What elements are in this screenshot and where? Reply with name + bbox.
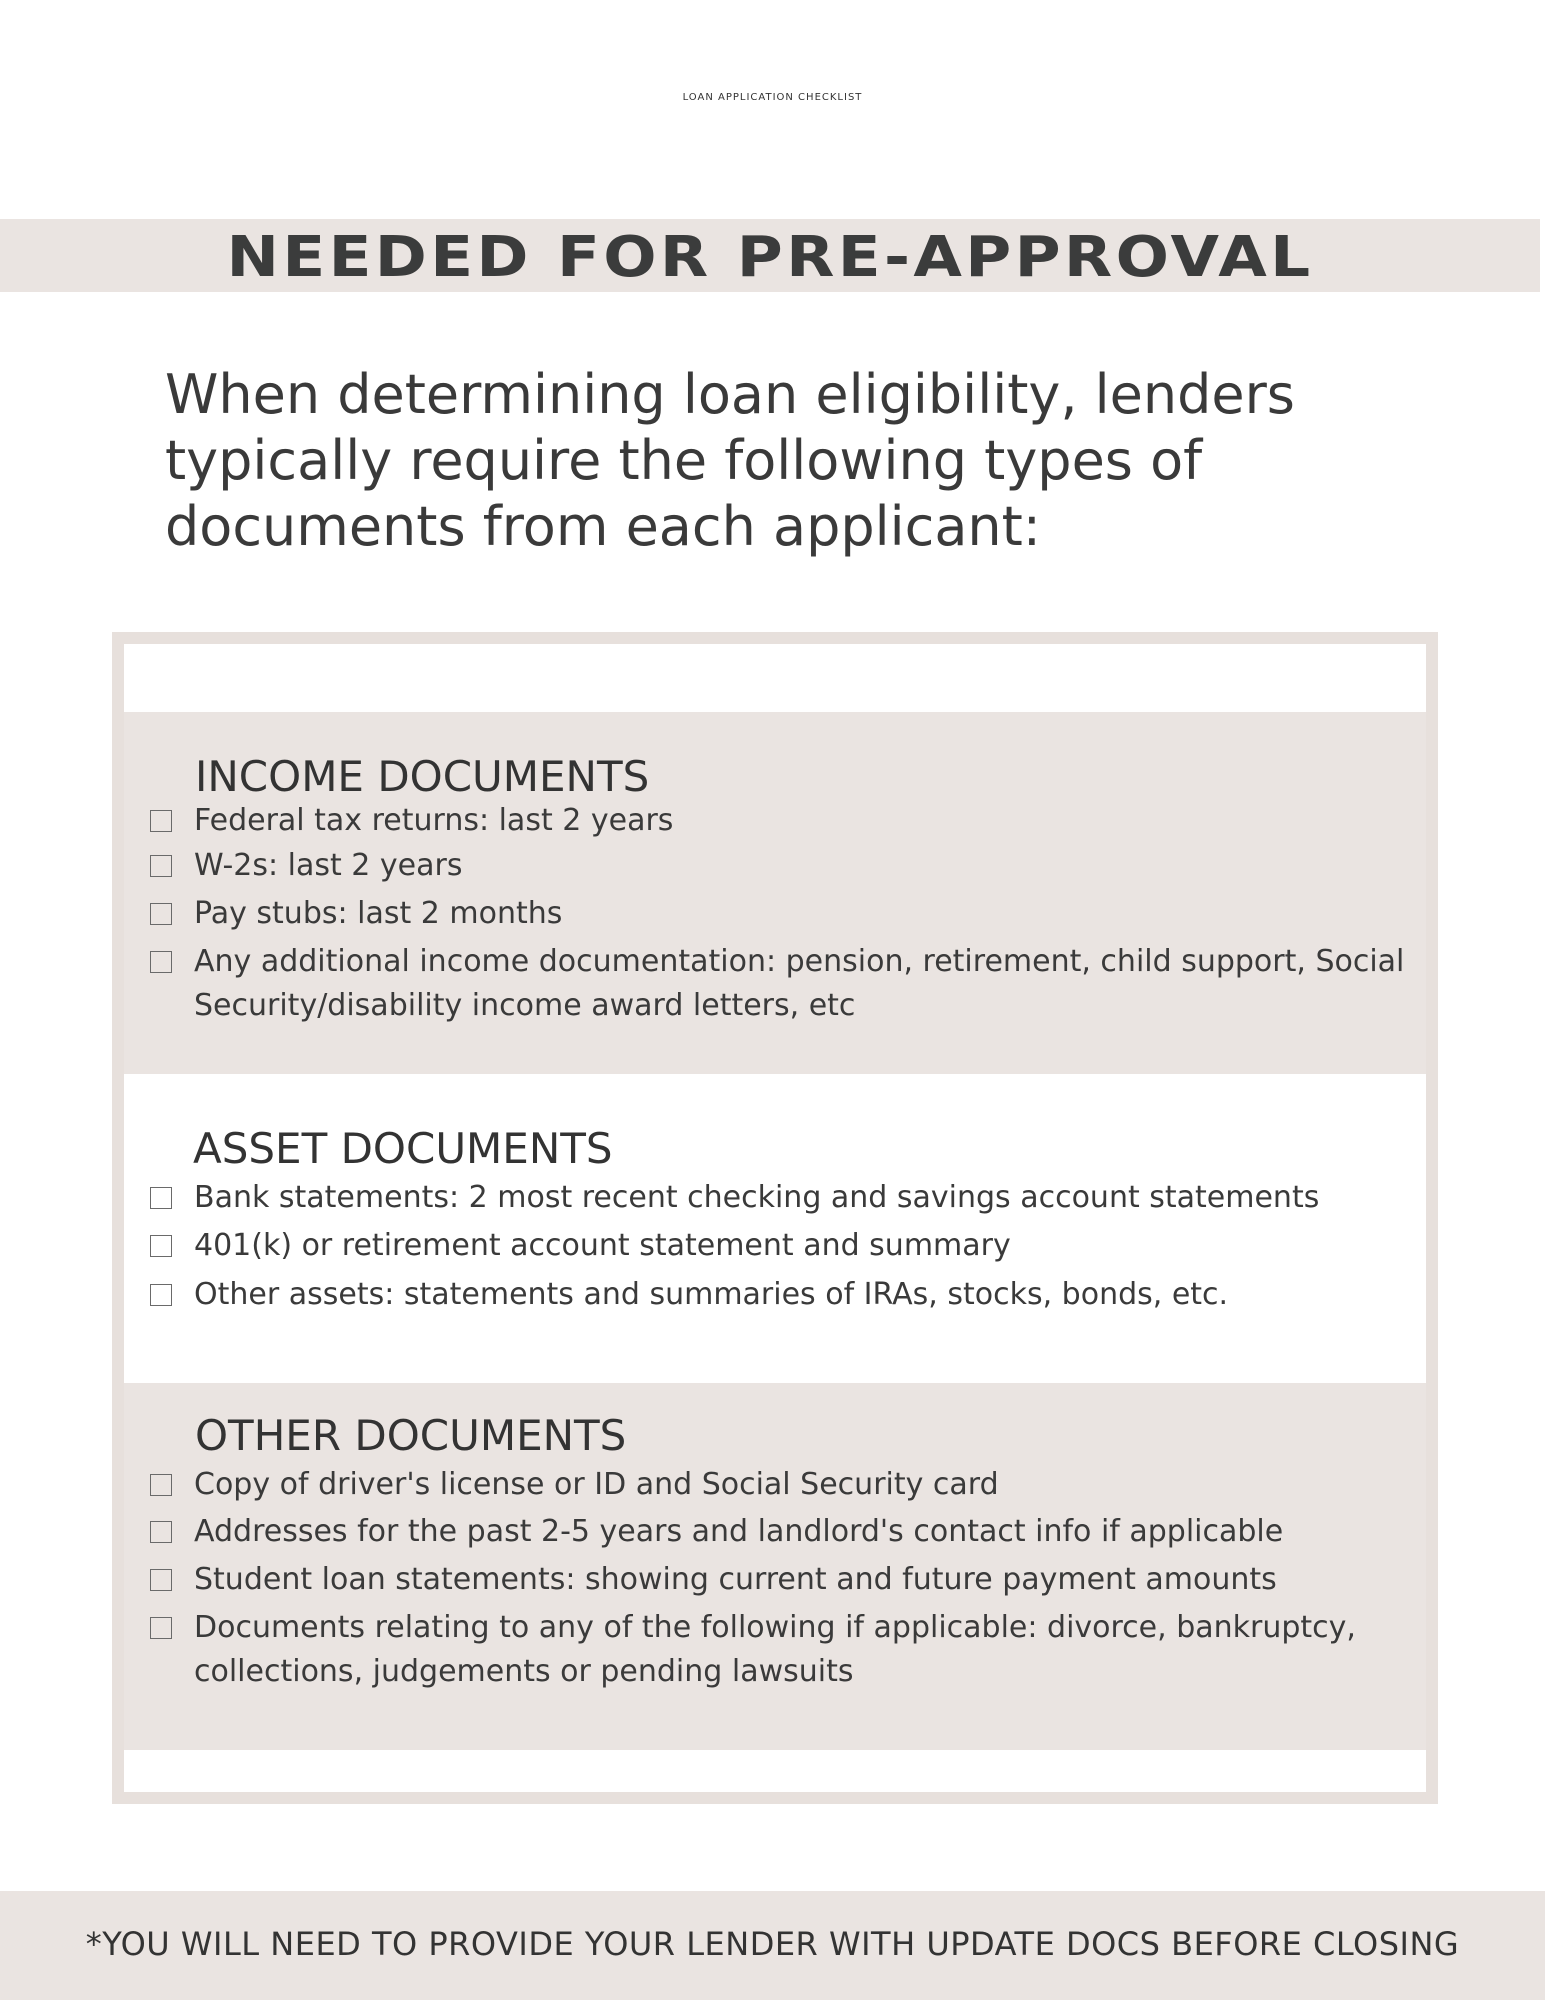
subtitle-band: [0, 219, 1540, 292]
footer-band: [0, 1891, 1545, 2000]
checkbox[interactable]: [150, 1617, 172, 1639]
checkbox[interactable]: [150, 1187, 172, 1209]
checkbox[interactable]: [150, 855, 172, 877]
section-heading-income: INCOME DOCUMENTS: [195, 752, 650, 801]
item-label: Student loan statements: showing current and future payment amounts: [194, 1562, 1277, 1597]
item-label: Bank statements: 2 most recent checking and savings account statements: [194, 1180, 1320, 1215]
item-label: Other assets: statements and summaries of IRAs, stocks, bonds, etc.: [194, 1277, 1229, 1312]
intro-paragraph: When determining loan eligibility, lenders typically require the following types of documents from each applicant:: [165, 363, 1295, 558]
checkbox[interactable]: [150, 1474, 172, 1496]
item-label: Copy of driver's license or ID and Social Security card: [194, 1467, 999, 1502]
checkbox[interactable]: [150, 1521, 172, 1543]
item-label: Pay stubs: last 2 months: [194, 896, 563, 931]
footer-note: *YOU WILL NEED TO PROVIDE YOUR LENDER WITH UPDATE DOCS BEFORE CLOSING: [85, 1925, 1460, 1963]
item-label: Documents relating to any of the following if applicable: divorce, bankruptcy, collections, judgements or pending lawsuits: [194, 1610, 1356, 1689]
checkbox[interactable]: [150, 810, 172, 832]
checkbox[interactable]: [150, 1235, 172, 1257]
item-label: Any additional income documentation: pension, retirement, child support, Social Security/disability income award letters, etc: [194, 944, 1405, 1023]
item-label: W-2s: last 2 years: [194, 848, 463, 883]
item-label: 401(k) or retirement account statement and summary: [194, 1228, 1011, 1263]
item-label: Federal tax returns: last 2 years: [194, 803, 674, 838]
checklist-frame: [112, 632, 1438, 1804]
section-heading-other: OTHER DOCUMENTS: [195, 1411, 627, 1460]
page-title: LOAN APPLICATION CHECKLIST: [682, 92, 863, 103]
subtitle: NEEDED FOR PRE-APPROVAL: [226, 225, 1314, 290]
checkbox[interactable]: [150, 951, 172, 973]
section-heading-assets: ASSET DOCUMENTS: [193, 1124, 613, 1173]
checkbox[interactable]: [150, 1284, 172, 1306]
checkbox[interactable]: [150, 1569, 172, 1591]
checkbox[interactable]: [150, 903, 172, 925]
item-label: Addresses for the past 2-5 years and landlord's contact info if applicable: [194, 1514, 1284, 1549]
